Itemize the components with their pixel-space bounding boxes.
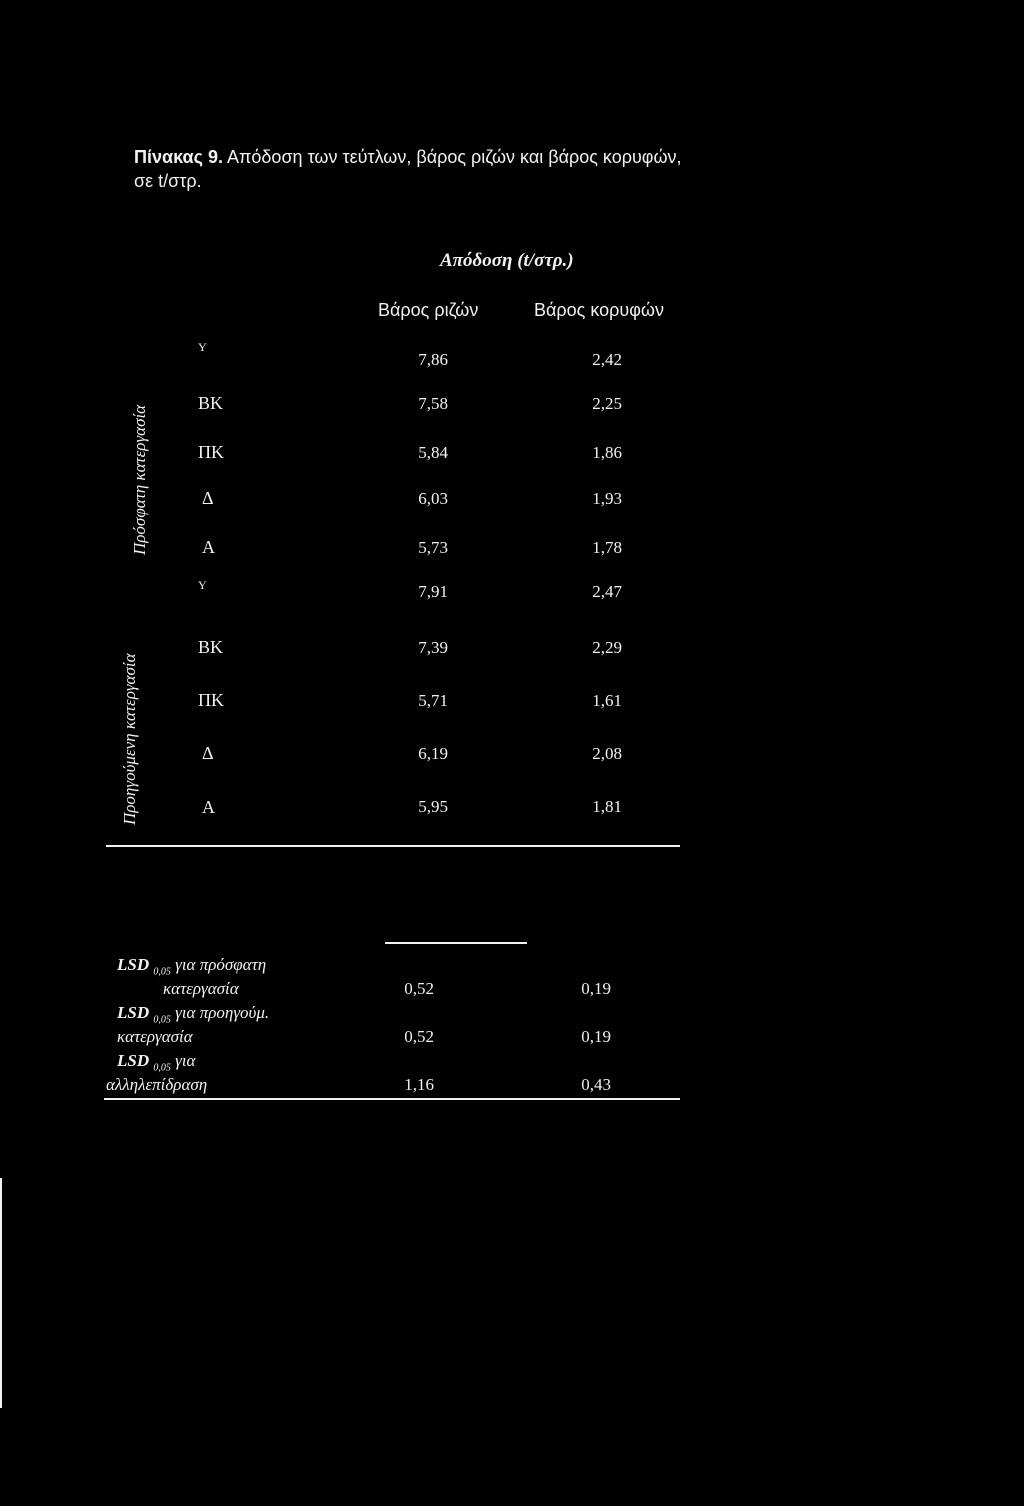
lsd-previous-label-cont: κατεργασία [117, 1027, 193, 1046]
group-label-recent: Πρόσφατη κατεργασία [130, 404, 149, 555]
group-label-previous: Προηγούμενη κατεργασία [120, 653, 139, 825]
tops-value: 2,08 [592, 744, 622, 763]
caption-line1: Απόδοση των τεύτλων, βάρος ριζών και βάρος κορυφών, [222, 147, 682, 167]
roots-value: 7,39 [418, 638, 448, 657]
tops-value: 1,61 [592, 691, 622, 710]
treatment-label: ΠΚ [198, 442, 224, 462]
lsd-bottom-rule [104, 1098, 680, 1100]
treatment-label: Y [198, 340, 207, 354]
roots-value: 6,19 [418, 744, 448, 763]
tops-value: 2,47 [592, 582, 622, 601]
lsd-recent-tops: 0,19 [581, 979, 611, 998]
lsd-interaction-label [117, 1051, 195, 1073]
tops-value: 2,29 [592, 638, 622, 657]
lsd-text: για προηγούμ. [170, 1003, 270, 1022]
roots-value: 6,03 [418, 489, 448, 508]
treatment-label: ΠΚ [198, 690, 224, 710]
lsd-previous-tops: 0,19 [581, 1027, 611, 1046]
lsd-previous-roots: 0,52 [404, 1027, 434, 1046]
roots-value: 7,86 [418, 350, 448, 369]
treatment-label: Δ [202, 488, 214, 508]
tops-value: 1,78 [592, 538, 622, 557]
header-root-weight: Βάρος ριζών [378, 300, 479, 320]
header-top-weight: Βάρος κορυφών [534, 300, 664, 320]
lsd-recent-label [117, 955, 266, 977]
roots-value: 5,71 [418, 691, 448, 710]
tops-value: 1,93 [592, 489, 622, 508]
tops-value: 2,25 [592, 394, 622, 413]
lsd-prefix: LSD [117, 1003, 150, 1022]
treatment-label: ΒΚ [198, 637, 224, 657]
tops-value: 2,42 [592, 350, 622, 369]
treatment-label: Α [202, 797, 215, 817]
lsd-top-rule [385, 942, 527, 944]
lsd-recent-roots: 0,52 [404, 979, 434, 998]
lsd-interaction-roots: 1,16 [404, 1075, 434, 1094]
tops-value: 1,86 [592, 443, 622, 462]
lsd-prefix: LSD [117, 955, 150, 974]
lsd-previous-label [117, 1003, 269, 1025]
roots-value: 5,73 [418, 538, 448, 557]
lsd-text: για [170, 1051, 196, 1070]
lsd-interaction-label-cont: αλληλεπίδραση [106, 1075, 208, 1094]
treatment-label: Α [202, 537, 215, 557]
roots-value: 7,58 [418, 394, 448, 413]
roots-value: 7,91 [418, 582, 448, 601]
treatment-label: Y [198, 578, 207, 592]
lsd-text: για πρόσφατη [170, 955, 267, 974]
roots-value: 5,84 [418, 443, 448, 462]
scan-edge-line [0, 1178, 2, 1408]
lsd-subscript: 0,05 [153, 1014, 171, 1026]
header-yield: Απόδοση (t/στρ.) [440, 250, 574, 271]
roots-value: 5,95 [418, 797, 448, 816]
treatment-label: ΒΚ [198, 393, 224, 413]
lsd-subscript: 0,05 [153, 1062, 171, 1074]
lsd-prefix: LSD [117, 1051, 150, 1070]
table-caption [134, 145, 682, 193]
table-bottom-rule [106, 845, 680, 847]
tops-value: 1,81 [592, 797, 622, 816]
lsd-subscript: 0,05 [153, 966, 171, 978]
caption-label: Πίνακας 9. [134, 147, 223, 167]
lsd-recent-label-cont: κατεργασία [163, 979, 239, 998]
lsd-interaction-tops: 0,43 [581, 1075, 611, 1094]
treatment-label: Δ [202, 743, 214, 763]
caption-line2: σε t/στρ. [134, 171, 202, 191]
